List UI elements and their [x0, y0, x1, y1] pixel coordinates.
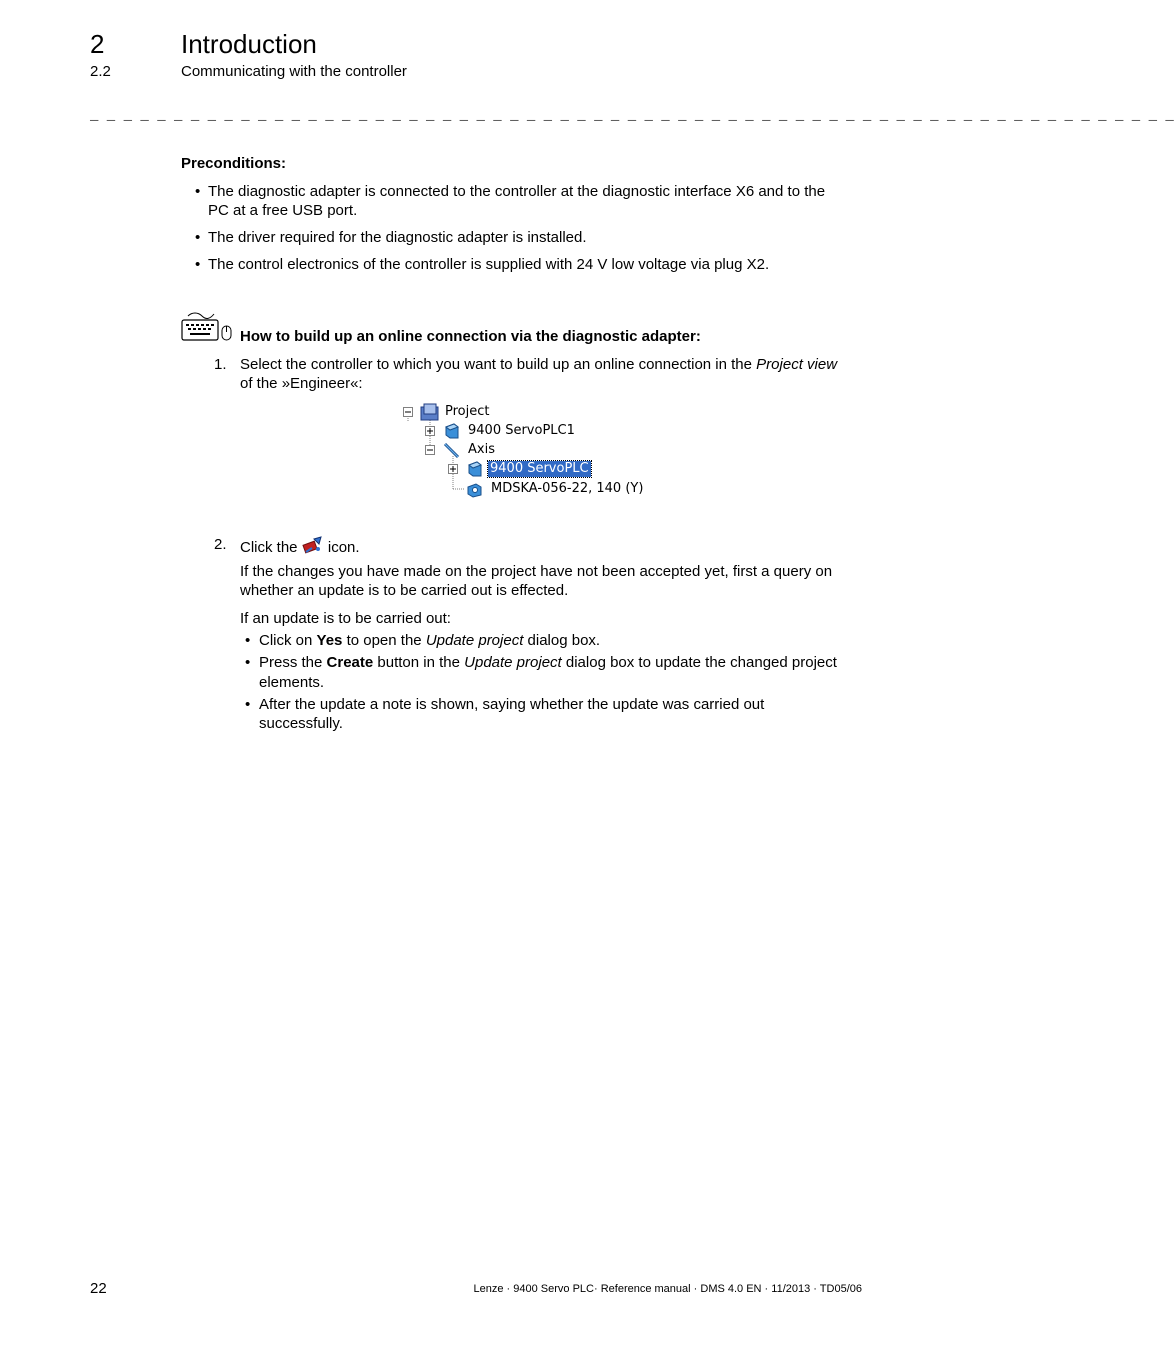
- preconditions-heading: Preconditions:: [181, 155, 287, 172]
- step-2-text-a: Click the: [240, 539, 302, 556]
- project-folder-icon: [420, 403, 440, 426]
- axis-icon: [443, 441, 461, 464]
- sub-item-1-c: to open the: [342, 632, 426, 649]
- precondition-item-3: The control electronics of the controller is supplied with 24 V low voltage via plug X2.: [208, 256, 770, 273]
- section-number: 2.2: [90, 63, 111, 80]
- chapter-number: 2: [90, 29, 105, 59]
- bullet-dot: •: [245, 632, 251, 649]
- step-2-number: 2.: [214, 536, 227, 553]
- bullet-dot: •: [195, 256, 201, 273]
- sub-item-1-e: dialog box.: [523, 632, 601, 649]
- step-2-para-2: If an update is to be carried out:: [240, 610, 451, 627]
- chapter-title: Introduction: [181, 29, 317, 59]
- sub-item-3: After the update a note is shown, saying whether the update was carried out: [259, 696, 765, 713]
- sub-item-2: [259, 653, 837, 672]
- go-online-icon: [302, 535, 324, 553]
- project-tree: [400, 402, 650, 502]
- tree-item-servoplc-selected[interactable]: 9400 ServoPLC: [490, 461, 589, 476]
- step-1-number: 1.: [214, 356, 227, 373]
- step-1-text: [240, 355, 837, 374]
- sub-item-2-cont: elements.: [259, 674, 325, 691]
- precondition-item-1-cont: PC at a free USB port.: [208, 202, 358, 219]
- step-2-para-1-cont: whether an update is to be carried out is effected.: [240, 582, 569, 599]
- precondition-item-2: The driver required for the diagnostic adapter is installed.: [208, 229, 587, 246]
- sub-item-2-a: Press the: [259, 654, 327, 671]
- sub-item-1-a: Click on: [259, 632, 317, 649]
- section-title: Communicating with the controller: [181, 63, 407, 80]
- precondition-item-1: The diagnostic adapter is connected to the controller at the diagnostic interface X6 and to the: [208, 183, 826, 200]
- bullet-dot: •: [245, 654, 251, 671]
- footer-doc-info: Lenze · 9400 Servo PLC· Reference manual · DMS 4.0 EN · 11/2013 · TD05/06: [473, 1283, 862, 1295]
- page-number: 22: [90, 1280, 107, 1297]
- howto-heading: How to build up an online connection via the diagnostic adapter:: [240, 328, 701, 345]
- motor-icon: [466, 480, 484, 503]
- tree-item-project[interactable]: Project: [445, 404, 490, 419]
- create-term: Create: [326, 654, 374, 671]
- sub-item-3-cont: successfully.: [259, 715, 343, 732]
- step-1-text-cont: of the »Engineer«:: [240, 375, 363, 392]
- update-project-term: Update project: [464, 654, 562, 671]
- tree-item-servoplc1[interactable]: 9400 ServoPLC1: [468, 423, 575, 438]
- sub-item-2-e: dialog box to update the changed project: [561, 654, 837, 671]
- header-separator: _ _ _ _ _ _ _ _ _ _ _ _ _ _ _ _ _ _ _ _ _ _ _ _ _ _ _ _ _ _ _ _ _ _ _ _ _ _ _ _ _ _ _ _ _ _ _ _ _ _ _ _ _ _ _ _ _ _ _ _ _ _ _ _ _: [90, 108, 1174, 124]
- step-2-text: [240, 535, 360, 557]
- bullet-dot: •: [195, 183, 201, 200]
- step-2-para-1: If the changes you have made on the project have not been accepted yet, first a query on: [240, 563, 833, 580]
- project-view-term: Project view: [756, 356, 838, 373]
- update-project-term: Update project: [425, 632, 524, 649]
- sub-item-1: [259, 631, 600, 650]
- bullet-dot: •: [195, 229, 201, 246]
- bullet-dot: •: [245, 696, 251, 713]
- keyboard-mouse-icon: [180, 310, 234, 344]
- step-1-text-a: Select the controller to which you want to build up an online connection in the: [240, 356, 757, 373]
- step-2-text-b: icon.: [323, 539, 360, 556]
- tree-item-axis[interactable]: Axis: [468, 442, 495, 457]
- yes-term: Yes: [316, 632, 343, 649]
- sub-item-2-c: button in the: [373, 654, 465, 671]
- tree-item-motor[interactable]: MDSKA-056-22, 140 (Y): [491, 481, 644, 496]
